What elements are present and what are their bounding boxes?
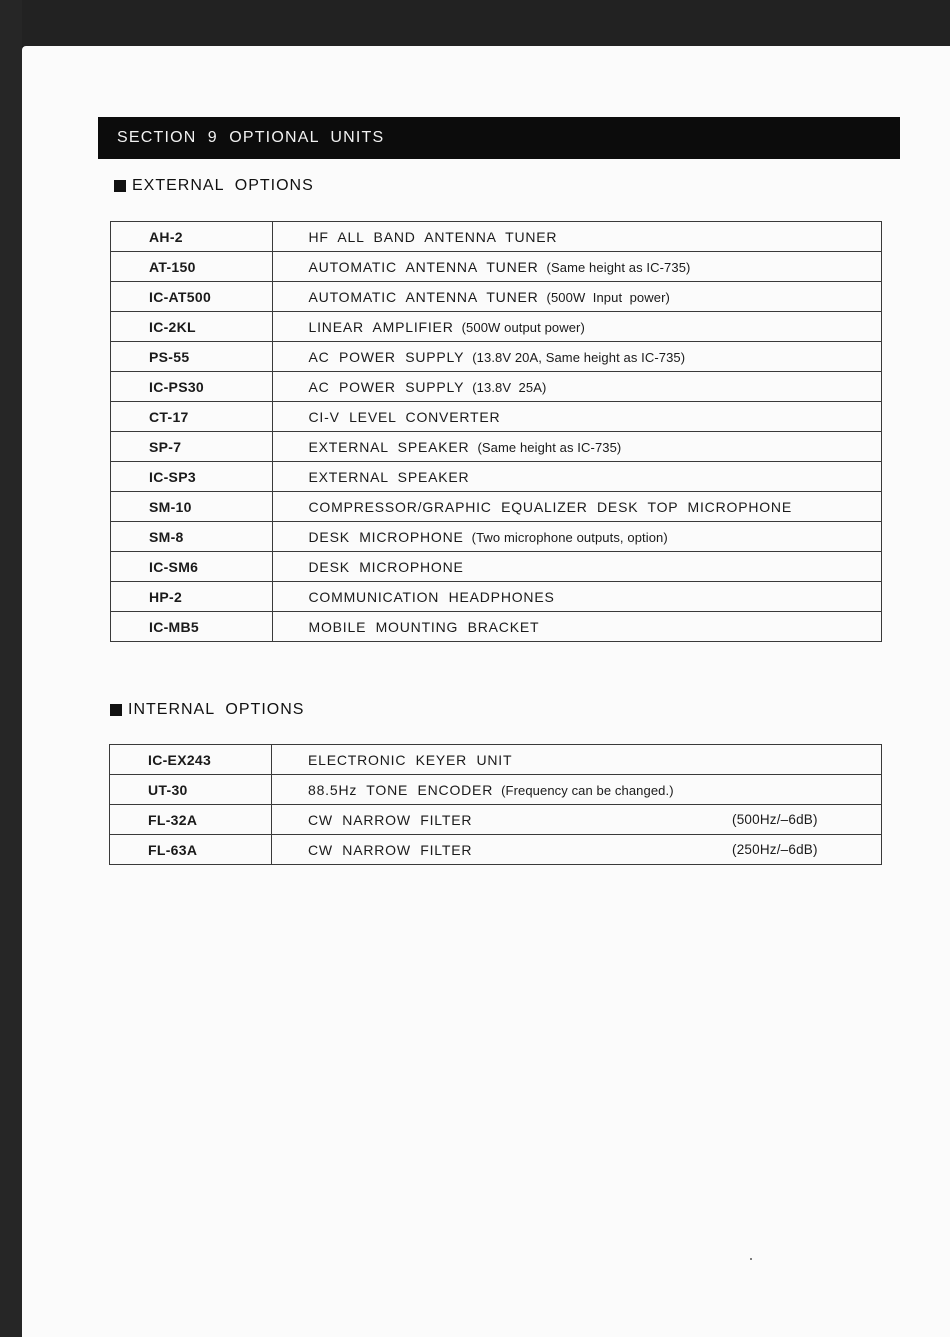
model-cell: CT-17 <box>111 402 273 432</box>
model-cell: IC-AT500 <box>111 282 273 312</box>
model-cell: SM-8 <box>111 522 273 552</box>
model-cell: IC-PS30 <box>111 372 273 402</box>
description-text: COMPRESSOR/GRAPHIC EQUALIZER DESK TOP MICROPHONE <box>308 498 792 515</box>
external-row <box>111 312 882 342</box>
internal-row <box>110 775 882 805</box>
model-cell: AT-150 <box>111 252 273 282</box>
model-cell: HP-2 <box>111 582 273 612</box>
description-text: AUTOMATIC ANTENNA TUNER <box>308 288 539 305</box>
model-cell: SP-7 <box>111 432 273 462</box>
model-cell: IC-EX243 <box>110 745 272 775</box>
description-note: (Two microphone outputs, option) <box>471 529 668 545</box>
description-cell <box>272 402 881 432</box>
description-cell <box>272 222 881 252</box>
external-row <box>111 252 882 282</box>
external-row <box>111 492 882 522</box>
external-row <box>111 552 882 582</box>
description-cell <box>272 252 881 282</box>
description-text: AUTOMATIC ANTENNA TUNER <box>308 258 539 275</box>
description-cell <box>272 492 881 522</box>
internal-options-label: INTERNAL OPTIONS <box>128 701 305 718</box>
description-cell <box>272 835 882 865</box>
description-text: 88.5Hz TONE ENCODER <box>308 781 494 798</box>
description-cell <box>272 745 882 775</box>
scan-top-edge <box>0 0 950 46</box>
external-row <box>111 342 882 372</box>
model-cell: IC-2KL <box>111 312 273 342</box>
description-note: (Same height as IC-735) <box>477 439 622 455</box>
internal-row <box>110 835 882 865</box>
external-row <box>111 222 882 252</box>
filter-spec: (500Hz/–6dB) <box>732 812 818 827</box>
description-text: COMMUNICATION HEADPHONES <box>308 588 555 605</box>
description-note: (500W Input power) <box>546 289 670 305</box>
description-note: (500W output power) <box>461 319 585 335</box>
description-text: ELECTRONIC KEYER UNIT <box>308 751 513 768</box>
description-text: CW NARROW FILTER <box>308 811 473 828</box>
internal-options-heading <box>110 701 304 719</box>
model-cell: UT-30 <box>110 775 272 805</box>
description-text: DESK MICROPHONE <box>308 558 464 575</box>
description-cell <box>272 462 881 492</box>
description-note: (Frequency can be changed.) <box>501 782 674 798</box>
description-cell <box>272 612 881 642</box>
description-cell <box>272 312 881 342</box>
description-note: (13.8V 20A, Same height as IC-735) <box>472 349 686 365</box>
internal-row <box>110 745 882 775</box>
square-bullet-icon <box>114 180 126 192</box>
model-cell: SM-10 <box>111 492 273 522</box>
description-cell <box>272 342 881 372</box>
section-title-bar: SECTION 9 OPTIONAL UNITS <box>98 117 900 159</box>
description-cell <box>272 522 881 552</box>
description-text: AC POWER SUPPLY <box>308 348 465 365</box>
external-row <box>111 582 882 612</box>
external-options-table <box>110 221 882 642</box>
internal-options-table <box>109 744 882 865</box>
external-row <box>111 612 882 642</box>
description-cell <box>272 282 881 312</box>
description-cell <box>272 582 881 612</box>
model-cell: FL-63A <box>110 835 272 865</box>
description-text: LINEAR AMPLIFIER <box>308 318 454 335</box>
external-row <box>111 372 882 402</box>
model-cell: AH-2 <box>111 222 273 252</box>
external-row <box>111 522 882 552</box>
model-cell: IC-MB5 <box>111 612 273 642</box>
manual-page <box>22 46 950 1337</box>
external-row <box>111 432 882 462</box>
description-note: (Same height as IC-735) <box>546 259 691 275</box>
external-row <box>111 282 882 312</box>
description-cell <box>272 372 881 402</box>
model-cell: IC-SP3 <box>111 462 273 492</box>
scan-left-edge <box>0 0 22 1337</box>
scan-speck <box>750 1258 752 1260</box>
square-bullet-icon <box>110 704 122 716</box>
description-cell <box>272 775 882 805</box>
description-text: EXTERNAL SPEAKER <box>308 438 470 455</box>
external-options-heading <box>114 177 314 195</box>
external-options-label: EXTERNAL OPTIONS <box>132 177 314 194</box>
description-text: EXTERNAL SPEAKER <box>308 468 470 485</box>
model-cell: IC-SM6 <box>111 552 273 582</box>
internal-row <box>110 805 882 835</box>
external-row <box>111 402 882 432</box>
description-text: CW NARROW FILTER <box>308 841 473 858</box>
description-text: HF ALL BAND ANTENNA TUNER <box>308 228 558 245</box>
description-cell <box>272 432 881 462</box>
description-text: MOBILE MOUNTING BRACKET <box>308 618 540 635</box>
description-cell <box>272 805 882 835</box>
external-row <box>111 462 882 492</box>
description-text: AC POWER SUPPLY <box>308 378 465 395</box>
description-text: CI-V LEVEL CONVERTER <box>308 408 501 425</box>
description-cell <box>272 552 881 582</box>
filter-spec: (250Hz/–6dB) <box>732 842 818 857</box>
description-note: (13.8V 25A) <box>472 379 547 395</box>
description-text: DESK MICROPHONE <box>308 528 464 545</box>
model-cell: FL-32A <box>110 805 272 835</box>
model-cell: PS-55 <box>111 342 273 372</box>
